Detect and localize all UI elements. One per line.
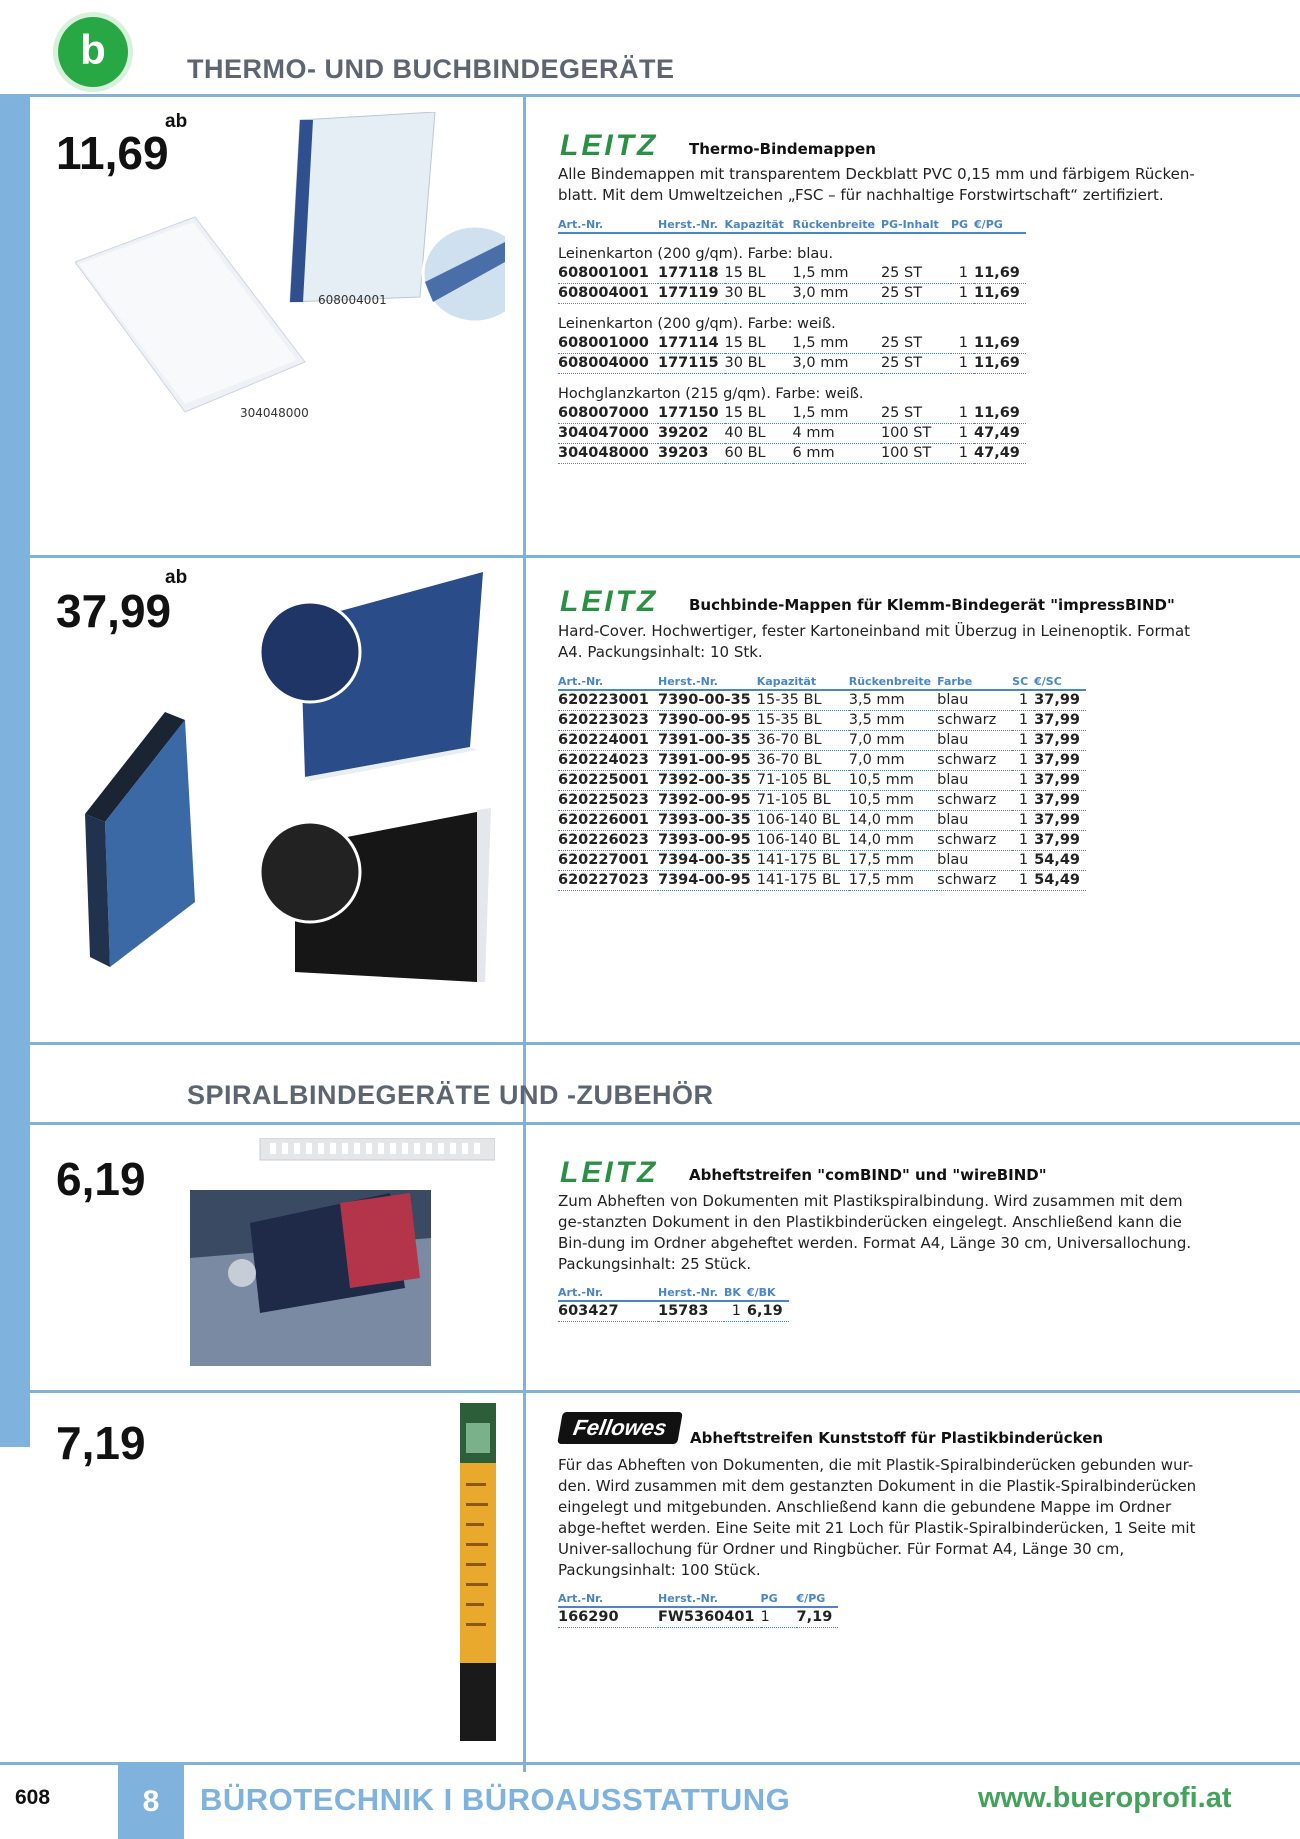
table-cell: 37,99 <box>1034 711 1086 731</box>
table-row <box>558 711 1086 731</box>
table-cell: 37,99 <box>1034 791 1086 811</box>
column-header: €/SC <box>1034 675 1086 690</box>
table-cell: 620224023 <box>558 751 658 771</box>
column-header: Rückenbreite <box>849 675 937 690</box>
table-header-row <box>558 218 1026 233</box>
table-cell: 141-175 BL <box>757 871 849 891</box>
rule <box>0 94 1300 97</box>
brand-logo-text: Fellowes <box>571 1415 669 1440</box>
table-cell: 1 <box>1012 711 1034 731</box>
column-header: Art.-Nr. <box>558 1286 658 1301</box>
table-cell: schwarz <box>937 831 1012 851</box>
table-cell: 37,99 <box>1034 751 1086 771</box>
table-cell: 620227001 <box>558 851 658 871</box>
column-header: SC <box>1012 675 1034 690</box>
table-cell: 7393-00-95 <box>658 831 757 851</box>
image-label: 304048000 <box>240 406 309 420</box>
brand-logo-leitz: LEITZ <box>560 129 659 162</box>
table-cell: 54,49 <box>1034 871 1086 891</box>
table-cell: schwarz <box>937 791 1012 811</box>
column-header: Kapazität <box>725 218 793 233</box>
product-description-p4: Für das Abheften von Dokumenten, die mit Plastik-Spiralbinderücken gebunden wur-den. Wird zusammen mit dem gestanzten Dokument in die Plastik-Spiralbinderücken eingelegt und mitgebunden. Anschließend kann die gebundene Mappe im Ordner abge-heftet werden. Eine Seite mit 21 Loch für Plastik-Spiralbinderücken, 1 Seite mit Univer-sallochung für Ordner und Ringbücher. Für Format A4, Länge 30 cm, Packungsinhalt: 100 Stück. <box>558 1456 1197 1579</box>
table-cell: blau <box>937 771 1012 791</box>
product-title-p2: Buchbinde-Mappen für Klemm-Bindegerät "impressBIND" <box>689 596 1175 614</box>
product-image-thermo-covers <box>75 112 505 442</box>
table-cell: 620225023 <box>558 791 658 811</box>
table-cell: 7394-00-95 <box>658 871 757 891</box>
table-row: 608004001 177119 30 BL 3,0 mm 25 ST 1 11,69 <box>558 284 1026 304</box>
table-cell: 7390-00-95 <box>658 711 757 731</box>
product-table-p4 <box>558 1592 838 1628</box>
table-cell: 71-105 BL <box>757 771 849 791</box>
table-cell: 15-35 BL <box>757 711 849 731</box>
column-header: PG-Inhalt <box>881 218 951 233</box>
table-cell: 620223001 <box>558 690 658 711</box>
table-row: 166290 FW5360401 1 7,19 <box>558 1607 838 1628</box>
column-header: €/PG <box>974 218 1026 233</box>
table-cell: 7394-00-35 <box>658 851 757 871</box>
table-row: 608001000 177114 15 BL 1,5 mm 25 ST 1 11,69 <box>558 334 1026 354</box>
table-cell: 17,5 mm <box>849 851 937 871</box>
table-cell: 7390-00-35 <box>658 690 757 711</box>
column-header: Art.-Nr. <box>558 675 658 690</box>
price-p1: 11,69 <box>56 127 169 179</box>
table-cell: 7392-00-95 <box>658 791 757 811</box>
product-image-fellowes-package <box>458 1403 498 1741</box>
table-cell: 620225001 <box>558 771 658 791</box>
column-header: Art.-Nr. <box>558 1592 658 1607</box>
rule <box>0 1762 1300 1765</box>
rule <box>523 94 526 1772</box>
section-title-spiral: SPIRALBINDEGERÄTE UND -ZUBEHÖR <box>187 1080 714 1110</box>
table-row <box>558 811 1086 831</box>
column-header: Herst.-Nr. <box>658 1286 724 1301</box>
product-title-p4: Abheftstreifen Kunststoff für Plastikbinderücken <box>690 1429 1104 1447</box>
table-cell: 14,0 mm <box>849 811 937 831</box>
table-cell: blau <box>937 731 1012 751</box>
table-row: 304047000 39202 40 BL 4 mm 100 ST 1 47,49 <box>558 424 1026 444</box>
table-cell: 15-35 BL <box>757 690 849 711</box>
table-cell: 14,0 mm <box>849 831 937 851</box>
product-description-p3: Zum Abheften von Dokumenten mit Plastikspiralbindung. Wird zusammen mit dem ge-stanzten Dokument in den Plastikbinderücken eingelegt. Anschließend kann die Bin-dung im Ordner abgeheftet werden. Format A4, Länge 30 cm, Universallochung. Packungsinhalt: 25 Stück. <box>558 1192 1192 1273</box>
page-number: 608 <box>15 1786 51 1809</box>
table-cell: 36-70 BL <box>757 751 849 771</box>
table-row <box>558 791 1086 811</box>
table-cell: 620223023 <box>558 711 658 731</box>
column-header: Herst.-Nr. <box>658 1592 761 1607</box>
brand-logo-leitz: LEITZ <box>560 585 659 618</box>
section-title-thermo: THERMO- UND BUCHBINDEGERÄTE <box>187 54 675 84</box>
table-row <box>558 851 1086 871</box>
column-header: Herst.-Nr. <box>658 218 725 233</box>
table-cell: 37,99 <box>1034 731 1086 751</box>
column-header: Kapazität <box>757 675 849 690</box>
column-header: Rückenbreite <box>793 218 881 233</box>
table-row: 608007000 177150 15 BL 1,5 mm 25 ST 1 11,69 <box>558 404 1026 424</box>
table-cell: 620226023 <box>558 831 658 851</box>
table-row: 608001001 177118 15 BL 1,5 mm 25 ST 1 11,69 <box>558 264 1026 284</box>
table-cell: schwarz <box>937 711 1012 731</box>
table-cell: 10,5 mm <box>849 791 937 811</box>
table-cell: blau <box>937 690 1012 711</box>
column-header: Farbe <box>937 675 1012 690</box>
table-cell: 3,5 mm <box>849 690 937 711</box>
table-cell: 7393-00-35 <box>658 811 757 831</box>
chapter-tab <box>118 1765 184 1839</box>
table-cell: 1 <box>1012 731 1034 751</box>
table-header-row <box>558 1286 789 1301</box>
group-header: Leinenkarton (200 g/qm). Farbe: weiß. <box>558 316 836 332</box>
table-row <box>558 731 1086 751</box>
table-cell: 71-105 BL <box>757 791 849 811</box>
table-header-row <box>558 675 1086 690</box>
image-label: 608004001 <box>318 293 387 307</box>
price-p3: 6,19 <box>56 1153 146 1205</box>
table-cell: 7391-00-95 <box>658 751 757 771</box>
column-header: PG <box>761 1592 797 1607</box>
table-cell: blau <box>937 811 1012 831</box>
table-row <box>558 751 1086 771</box>
product-title-p3: Abheftstreifen "comBIND" und "wireBIND" <box>689 1166 1047 1184</box>
table-cell: 1 <box>1012 791 1034 811</box>
rule <box>30 1042 1300 1045</box>
table-cell: 1 <box>1012 690 1034 711</box>
group-header: Hochglanzkarton (215 g/qm). Farbe: weiß. <box>558 386 864 402</box>
table-cell: 1 <box>1012 851 1034 871</box>
table-cell: schwarz <box>937 751 1012 771</box>
column-header: BK <box>724 1286 747 1301</box>
table-row: 608004000 177115 30 BL 3,0 mm 25 ST 1 11,69 <box>558 354 1026 374</box>
table-cell: 7,0 mm <box>849 731 937 751</box>
table-cell: 620224001 <box>558 731 658 751</box>
table-cell: 1 <box>1012 751 1034 771</box>
price-p4: 7,19 <box>56 1417 146 1469</box>
chapter-title: BÜROTECHNIK I BÜROAUSSTATTUNG <box>200 1782 791 1817</box>
table-cell: 141-175 BL <box>757 851 849 871</box>
table-row <box>558 771 1086 791</box>
table-cell: 620226001 <box>558 811 658 831</box>
column-header: €/BK <box>747 1286 789 1301</box>
column-header: PG <box>951 218 974 233</box>
product-description-p2: Hard-Cover. Hochwertiger, fester Kartoneinband mit Überzug in Leinenoptik. Format A4. Packungsinhalt: 10 Stk. <box>558 622 1191 661</box>
table-row <box>558 831 1086 851</box>
table-cell: 3,5 mm <box>849 711 937 731</box>
table-header-row <box>558 1592 838 1607</box>
product-image-binder-strips <box>190 1138 495 1366</box>
product-title-p1: Thermo-Bindemappen <box>689 140 876 158</box>
rule <box>30 555 1300 558</box>
table-cell: blau <box>937 851 1012 871</box>
table-cell: 17,5 mm <box>849 871 937 891</box>
product-image-hardcovers <box>85 572 495 982</box>
table-row: 304048000 39203 60 BL 6 mm 100 ST 1 47,49 <box>558 444 1026 464</box>
table-cell: 37,99 <box>1034 690 1086 711</box>
table-cell: 36-70 BL <box>757 731 849 751</box>
table-cell: 7392-00-35 <box>658 771 757 791</box>
price-p2: 37,99 <box>56 585 172 637</box>
table-cell: 7,0 mm <box>849 751 937 771</box>
table-cell: 106-140 BL <box>757 811 849 831</box>
left-accent-bar <box>0 95 30 1447</box>
rule <box>30 1122 1300 1125</box>
table-cell: 54,49 <box>1034 851 1086 871</box>
column-header: Art.-Nr. <box>558 218 658 233</box>
table-cell: 1 <box>1012 831 1034 851</box>
table-cell: 37,99 <box>1034 811 1086 831</box>
product-table-p2 <box>558 675 1086 891</box>
table-cell: 106-140 BL <box>757 831 849 851</box>
website-link[interactable]: www.bueroprofi.at <box>978 1782 1232 1814</box>
section-badge: b <box>58 17 128 87</box>
table-cell: 7391-00-35 <box>658 731 757 751</box>
table-cell: 1 <box>1012 771 1034 791</box>
brand-logo-leitz: LEITZ <box>560 1156 659 1189</box>
table-cell: schwarz <box>937 871 1012 891</box>
product-table-p3 <box>558 1286 789 1322</box>
rule <box>0 1390 1300 1393</box>
table-cell: 37,99 <box>1034 831 1086 851</box>
brand-logo-fellowes <box>557 1412 683 1444</box>
column-header: Herst.-Nr. <box>658 675 757 690</box>
column-header: €/PG <box>797 1592 839 1607</box>
table-cell: 10,5 mm <box>849 771 937 791</box>
table-row <box>558 871 1086 891</box>
table-row: 603427 15783 1 6,19 <box>558 1301 789 1322</box>
table-cell: 37,99 <box>1034 771 1086 791</box>
table-row <box>558 690 1086 711</box>
price-prefix-p2: ab <box>165 567 188 588</box>
table-cell: 620227023 <box>558 871 658 891</box>
product-table-p1 <box>558 218 1026 464</box>
product-description-p1: Alle Bindemappen mit transparentem Deckblatt PVC 0,15 mm und färbigem Rücken-blatt. Mit dem Umweltzeichen „FSC – für nachhaltige Forstwirtschaft“ zertifiziert. <box>558 165 1195 204</box>
chapter-number: 8 <box>142 1785 160 1818</box>
group-header: Leinenkarton (200 g/qm). Farbe: blau. <box>558 246 834 262</box>
table-cell: 1 <box>1012 811 1034 831</box>
table-cell: 1 <box>1012 871 1034 891</box>
price-prefix-p1: ab <box>165 111 188 132</box>
